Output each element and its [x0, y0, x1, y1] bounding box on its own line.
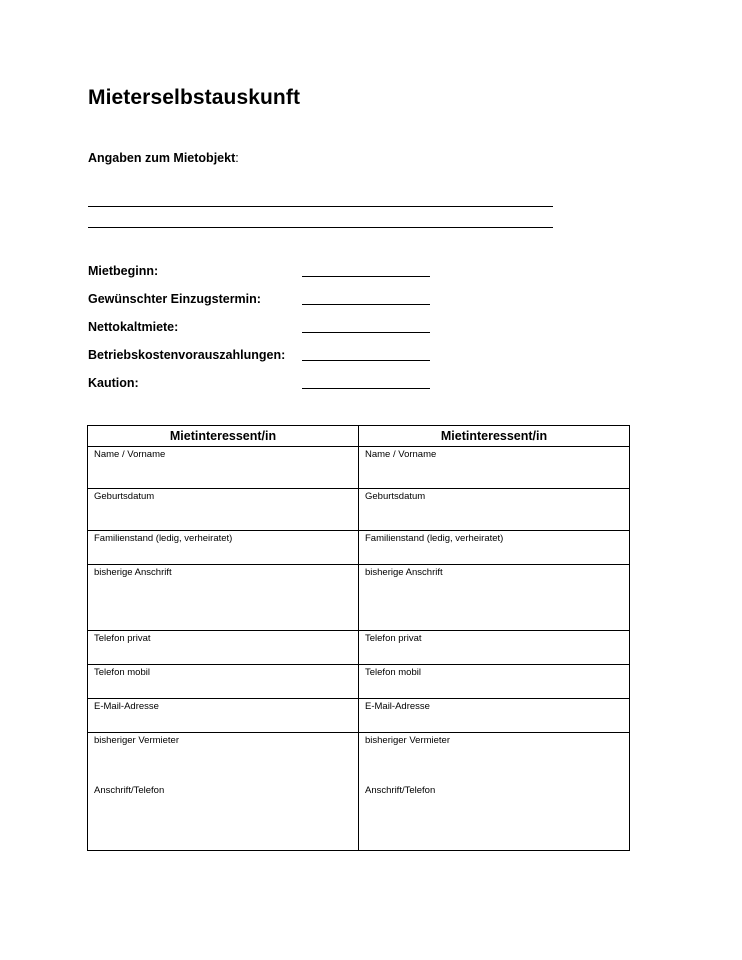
field-line-mietbeginn[interactable] — [302, 276, 430, 277]
table-cell-address-2[interactable] — [359, 565, 630, 631]
cell-label: Familienstand (ledig, verheiratet) — [94, 533, 233, 544]
cell-label: Telefon mobil — [94, 667, 150, 678]
table-cell-marital-1[interactable] — [88, 531, 359, 565]
cell-label: Telefon privat — [365, 633, 422, 644]
field-line-einzugstermin[interactable] — [302, 304, 430, 305]
cell-label: Geburtsdatum — [365, 491, 426, 502]
field-label-nettokaltmiete: Nettokaltmiete: — [88, 320, 179, 334]
tenant-table — [87, 425, 630, 851]
cell-label: Telefon privat — [94, 633, 151, 644]
table-row — [88, 447, 630, 489]
table-row — [88, 565, 630, 631]
object-line-2[interactable] — [88, 227, 553, 228]
cell-label: Name / Vorname — [365, 449, 437, 460]
table-cell-landlord-1[interactable] — [88, 733, 359, 851]
table-header-tenant-1: Mietinteressent/in — [88, 426, 359, 447]
table-row — [88, 665, 630, 699]
cell-label: bisherige Anschrift — [94, 567, 172, 578]
table-cell-mobile-1[interactable] — [88, 665, 359, 699]
object-section-label: Angaben zum Mietobjekt — [88, 151, 236, 165]
field-line-nettokaltmiete[interactable] — [302, 332, 430, 333]
table-cell-marital-2[interactable] — [359, 531, 630, 565]
table-cell-email-2[interactable] — [359, 699, 630, 733]
table-row — [88, 733, 630, 851]
table-cell-name-1[interactable] — [88, 447, 359, 489]
cell-label: bisheriger Vermieter — [94, 735, 180, 746]
field-line-kaution[interactable] — [302, 388, 430, 389]
table-header-row — [88, 426, 630, 447]
cell-label: E-Mail-Adresse — [94, 701, 159, 712]
table-cell-name-2[interactable] — [359, 447, 630, 489]
field-label-mietbeginn: Mietbeginn: — [88, 264, 159, 278]
object-line-1[interactable] — [88, 206, 553, 207]
table-cell-landlord-2[interactable] — [359, 733, 630, 851]
table-cell-birthdate-2[interactable] — [359, 489, 630, 531]
cell-sub-label: Anschrift/Telefon — [94, 785, 165, 796]
cell-label: bisherige Anschrift — [365, 567, 443, 578]
cell-label: Familienstand (ledig, verheiratet) — [365, 533, 504, 544]
cell-label: bisheriger Vermieter — [365, 735, 451, 746]
table-cell-birthdate-1[interactable] — [88, 489, 359, 531]
cell-label: E-Mail-Adresse — [365, 701, 430, 712]
table-cell-address-1[interactable] — [88, 565, 359, 631]
field-label-einzugstermin: Gewünschter Einzugstermin: — [88, 292, 261, 306]
object-section-colon: : — [235, 151, 239, 165]
cell-label: Name / Vorname — [94, 449, 166, 460]
table-cell-mobile-2[interactable] — [359, 665, 630, 699]
table-row — [88, 531, 630, 565]
cell-label: Geburtsdatum — [94, 491, 155, 502]
document-title: Mieterselbstauskunft — [88, 86, 301, 109]
table-cell-phone-2[interactable] — [359, 631, 630, 665]
cell-label: Telefon mobil — [365, 667, 421, 678]
cell-sub-label: Anschrift/Telefon — [365, 785, 436, 796]
field-line-betriebskosten[interactable] — [302, 360, 430, 361]
table-cell-phone-1[interactable] — [88, 631, 359, 665]
table-cell-email-1[interactable] — [88, 699, 359, 733]
field-label-kaution: Kaution: — [88, 376, 139, 390]
object-section-heading — [88, 151, 239, 165]
table-row — [88, 699, 630, 733]
table-row — [88, 631, 630, 665]
field-label-betriebskosten: Betriebskostenvorauszahlungen: — [88, 348, 286, 362]
table-header-tenant-2: Mietinteressent/in — [359, 426, 630, 447]
table-row — [88, 489, 630, 531]
